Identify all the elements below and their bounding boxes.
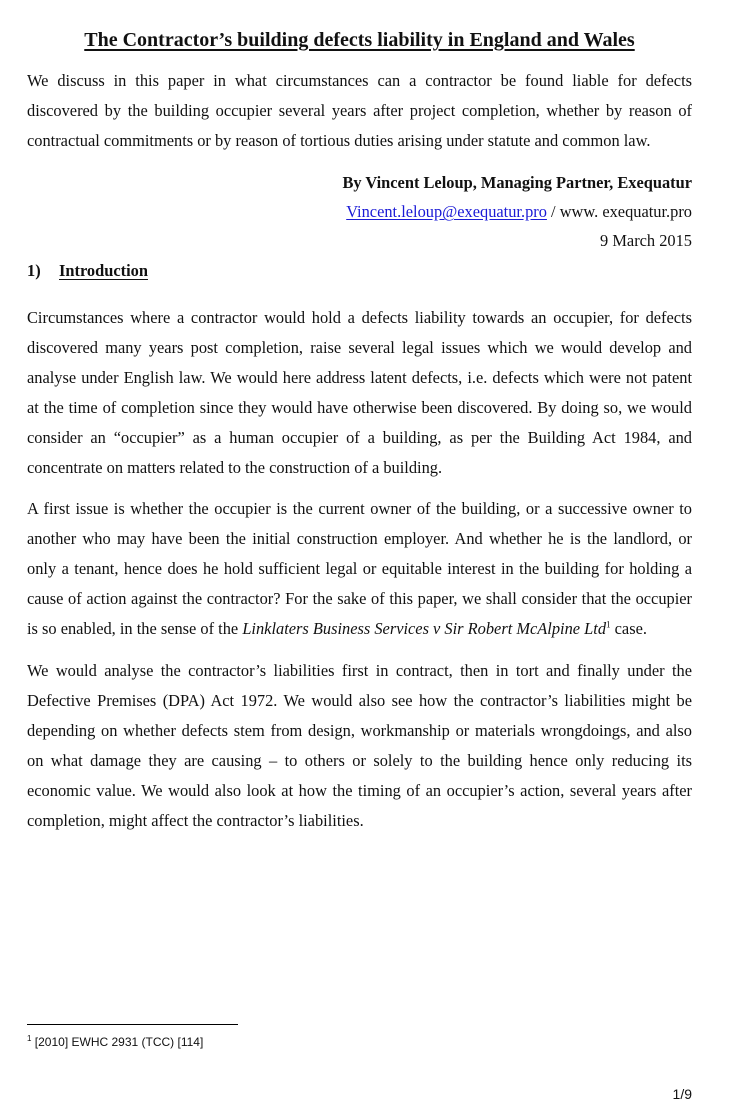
footnote-reference[interactable]: 1	[606, 619, 611, 630]
footnote-divider	[27, 1024, 238, 1025]
document-date: 9 March 2015	[600, 231, 692, 250]
section-heading	[27, 259, 148, 283]
section-title: Introduction	[59, 261, 148, 280]
footnote	[27, 1033, 203, 1051]
page-number: 1/9	[672, 1086, 692, 1102]
footnote-marker: 1	[27, 1034, 32, 1043]
case-citation: Linklaters Business Services v Sir Robert McAlpine Ltd	[242, 619, 607, 638]
author-email-link[interactable]: Vincent.leloup@exequatur.pro	[346, 202, 547, 221]
author-contact	[346, 200, 692, 224]
intro-paragraph-3: We would analyse the contractor’s liabilities first in contract, then in tort and finally under the Defective Premises (DPA) Act 1972. We would also see how the contractor’s liabilities might be depending on whether defects stem from design, workmanship or materials wrongdoings, and also on what damage they are causing – to others or solely to the building hence only reducing its economic value. We would also look at how the timing of an occupier’s action, several years after completion, might affect the contractor’s liabilities.	[27, 661, 692, 830]
section-number: 1)	[27, 261, 41, 280]
document-page	[27, 0, 692, 1119]
author-byline: By Vincent Leloup, Managing Partner, Exequatur	[342, 173, 692, 192]
paragraph-2-tail: case.	[610, 619, 647, 638]
author-website: www. exequatur.pro	[559, 202, 692, 221]
paragraph-2-text: A first issue is whether the occupier is the current owner of the building, or a successive owner to another who may have been the initial construction employer. And whether he is the landlord, or only a tenant, hence does he hold sufficient legal or equitable interest in the building for holding a cause of action against the contractor? For the sake of this paper, we shall consider that the occupier is so enabled, in the sense of the	[27, 499, 692, 638]
contact-separator: /	[546, 202, 560, 221]
intro-paragraph-2	[27, 494, 692, 644]
document-title: The Contractor’s building defects liability in England and Wales	[84, 29, 635, 51]
abstract-paragraph: We discuss in this paper in what circumstances can a contractor be found liable for defects discovered by the building occupier several years after project completion, whether by reason of contractual commitments or by reason of tortious duties arising under statute and common law.	[27, 71, 692, 150]
footnote-text: [2010] EWHC 2931 (TCC) [114]	[31, 1035, 204, 1049]
intro-paragraph-1: Circumstances where a contractor would hold a defects liability towards an occupier, for defects discovered many years post completion, raise several legal issues which we would develop and analyse under English law. We would here address latent defects, i.e. defects which were not patent at the time of completion since they would have otherwise been discovered. By doing so, we would consider an “occupier” as a human occupier of a building, as per the Building Act 1984, and concentrate on matters related to the construction of a building.	[27, 308, 692, 477]
